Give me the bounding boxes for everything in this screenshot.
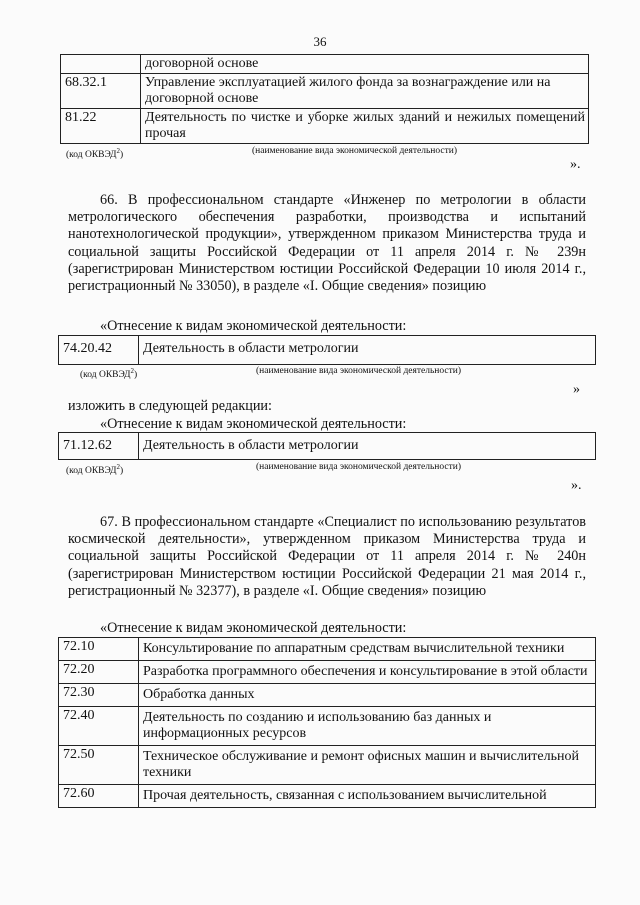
page-number: 36	[313, 34, 327, 49]
okved-code: 72.50	[59, 746, 139, 785]
okved-code: 72.10	[59, 638, 139, 661]
table-row	[61, 55, 589, 74]
closing-quote: ».	[570, 157, 581, 172]
okved-name: договорной основе	[141, 55, 589, 74]
caption-name: (наименование вида экономической деятельности)	[256, 462, 461, 472]
closing-quote: ».	[571, 478, 582, 493]
caption-code: (код ОКВЭД$^2$)	[66, 147, 124, 161]
caption-name: (наименование вида экономической деятельности)	[256, 366, 461, 376]
izlozhit-text: изложить в следующей редакции:	[68, 398, 272, 414]
table-row	[59, 433, 596, 460]
paragraph-66: 66. В профессиональном стандарте «Инженер по метрологии в области метрологического обеспечения разработки, производства и испытаний нанотехнологической продукции», утвержденном приказом Министерства труда и социальной защиты Российской Федерации от 11 апреля 2014 г. № 239н (зарегистрирован Министерством юстиции Российской Федерации 10 июля 2014 г., регистрационный № 33050), в разделе «I. Общие сведения» позицию	[68, 192, 586, 295]
caption-code: (код ОКВЭД$^2$)	[80, 367, 138, 381]
okved-code: 68.32.1	[61, 74, 141, 109]
caption-name: (наименование вида экономической деятельности)	[252, 146, 457, 156]
okved-code: 72.20	[59, 661, 139, 684]
otnesenie-heading: «Отнесение к видам экономической деятельности:	[100, 416, 407, 432]
okved-name: Управление эксплуатацией жилого фонда за вознаграждение или на договорной основе	[141, 74, 589, 109]
table-row	[61, 109, 589, 144]
okved-code: 72.60	[59, 785, 139, 808]
okved-code: 72.40	[59, 707, 139, 746]
okved-table-1	[60, 54, 589, 144]
table-row	[59, 746, 596, 785]
table-row	[59, 785, 596, 808]
table-row	[59, 336, 596, 365]
okved-code: 72.30	[59, 684, 139, 707]
closing-quote: »	[573, 382, 580, 397]
okved-table-4	[58, 637, 596, 808]
okved-table-2	[58, 335, 596, 365]
okved-name: Деятельность в области метрологии	[139, 336, 596, 365]
okved-name: Обработка данных	[139, 684, 596, 707]
otnesenie-heading: «Отнесение к видам экономической деятельности:	[100, 620, 407, 636]
okved-code: 81.22	[61, 109, 141, 144]
table-row	[59, 707, 596, 746]
okved-code: 74.20.42	[59, 336, 139, 365]
otnesenie-heading: «Отнесение к видам экономической деятельности:	[100, 318, 407, 334]
okved-name: Деятельность по созданию и использованию баз данных и информационных ресурсов	[139, 707, 596, 746]
okved-name: Прочая деятельность, связанная с использованием вычислительной	[139, 785, 596, 808]
okved-name: Консультирование по аппаратным средствам вычислительной техники	[139, 638, 596, 661]
okved-name: Деятельность по чистке и уборке жилых зданий и нежилых помещений прочая	[141, 109, 589, 144]
okved-code	[61, 55, 141, 74]
paragraph-67: 67. В профессиональном стандарте «Специалист по использованию результатов космической деятельности», утвержденном приказом Министерства труда и социальной защиты Российской Федерации от 11 апреля 2014 г. № 240н (зарегистрирован Министерством юстиции Российской Федерации 21 мая 2014 г., регистрационный № 32377), в разделе «I. Общие сведения» позицию	[68, 514, 586, 599]
okved-name: Разработка программного обеспечения и консультирование в этой области	[139, 661, 596, 684]
okved-name: Деятельность в области метрологии	[139, 433, 596, 460]
table-row	[59, 684, 596, 707]
table-row	[59, 661, 596, 684]
okved-code: 71.12.62	[59, 433, 139, 460]
okved-table-3	[58, 432, 596, 460]
table-row	[61, 74, 589, 109]
okved-name: Техническое обслуживание и ремонт офисных машин и вычислительной техники	[139, 746, 596, 785]
caption-code: (код ОКВЭД$^2$)	[66, 463, 124, 477]
table-row	[59, 638, 596, 661]
